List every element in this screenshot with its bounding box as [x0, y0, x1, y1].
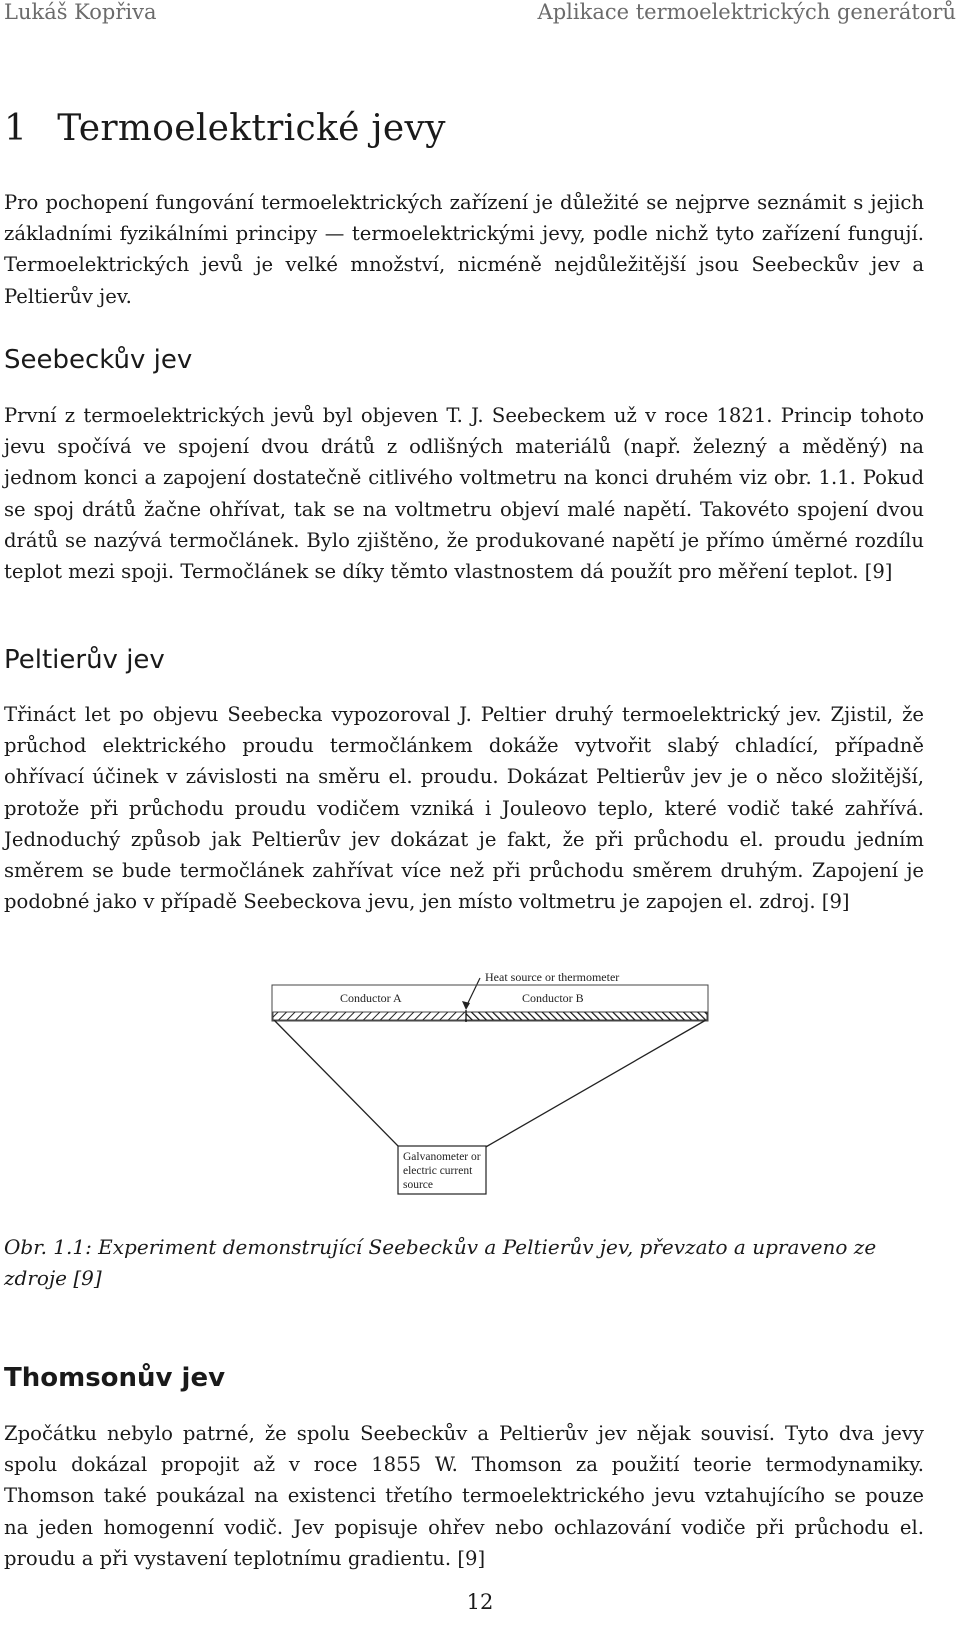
section-heading-seebeck: Seebeckův jev: [4, 345, 193, 375]
intro-paragraph: Pro pochopení fungování termoelektrických zařízení je důležité se nejprve seznámit s jejich základními fyzikálními principy — termoelektrickými jevy, podle nichž tyto zařízení fungují. Termoelektrických jevů je velké množství, nicméně nejdůležitější jsou Seebeckův jev a Peltierův jev.: [4, 191, 924, 308]
section-text-seebeck: První z termoelektrických jevů byl objeven T. J. Seebeckem už v roce 1821. Princip tohoto jevu spočívá ve spojení dvou drátů z odlišných materiálů (např. železný a měděný) na jednom konci a zapojení dostatečně citlivého voltmetru na konci druhém viz obr. 1.1. Pokud se spoj drátů žačne ohřívat, tak se na voltmetru objeví malé napětí. Takovéto spojení dvou drátů se nazývá termočlánek. Bylo zjištěno, že produkované napětí je přímo úměrné rozdílu teplot mezi spoji. Termočlánek se díky těmto vlastnostem dá použít pro měření teplot. [9]: [4, 404, 924, 584]
conductor-a: [273, 1012, 466, 1020]
figure-caption: Obr. 1.1: Experiment demonstrující Seebeckův a Peltierův jev, převzato a upraveno ze zdroje [9]: [4, 1235, 877, 1290]
section-heading-thomson: Thomsonův jev: [4, 1363, 226, 1393]
conductor-b-label: Conductor B: [522, 991, 584, 1005]
wire-left: [274, 1020, 400, 1148]
heat-source-label: Heat source or thermometer: [485, 970, 620, 984]
chapter-heading: [4, 108, 446, 149]
page-number: 12: [466, 1590, 494, 1614]
wire-right: [484, 1020, 706, 1148]
box-label-line2: electric current: [403, 1165, 473, 1177]
section-text-thomson: Zpočátku nebylo patrné, že spolu Seebeckův a Peltierův jev nějak souvisí. Tyto dva jevy spolu dokázal propojit až v roce 1855 W. Thomson za použití teorie termodynamiky. Thomson také poukázal na existenci třetího termoelektrického jevu vztahujícího se pouze na jeden homogenní vodič. Jev popisuje ohřev nebo ochlazování vodiče při průchodu el. proudu a při vystavení teplotnímu gradientu. [9]: [4, 1422, 924, 1570]
chapter-title: Termoelektrické jevy: [57, 108, 446, 149]
conductor-a-label: Conductor A: [340, 991, 402, 1005]
box-label-line3: source: [403, 1179, 434, 1191]
figure-thermocouple: [270, 960, 710, 1210]
chapter-number: 1: [4, 108, 28, 149]
header-author: Lukáš Kopřiva: [4, 0, 157, 24]
conductor-b: [466, 1012, 707, 1020]
section-text-peltier: Třináct let po objevu Seebecka vypozoroval J. Peltier druhý termoelektrický jev. Zjistil, že průchod elektrického proudu termočlánkem dokáže vytvořit slabý chladící, případně ohřívací účinek v závislosti na směru el. proudu. Dokázat Peltierův jev je o něco složitější, protože při průchodu proudu vodičem vzniká i Jouleovo teplo, které vodič také zahřívá. Jednoduchý způsob jak Peltierův jev dokázat je fakt, že při průchodu el. proudu jedním směrem se bude termočlánek zahřívat více než při průchodu směrem druhým. Zapojení je podobné jako v případě Seebeckova jevu, jen místo voltmetru je zapojen el. zdroj. [9]: [4, 703, 924, 914]
box-label-line1: Galvanometer or: [403, 1151, 481, 1163]
running-header: [4, 0, 956, 30]
header-title: Aplikace termoelektrických generátorů: [537, 0, 956, 24]
thermocouple-diagram: [270, 960, 710, 1210]
section-heading-peltier: Peltierův jev: [4, 645, 165, 675]
